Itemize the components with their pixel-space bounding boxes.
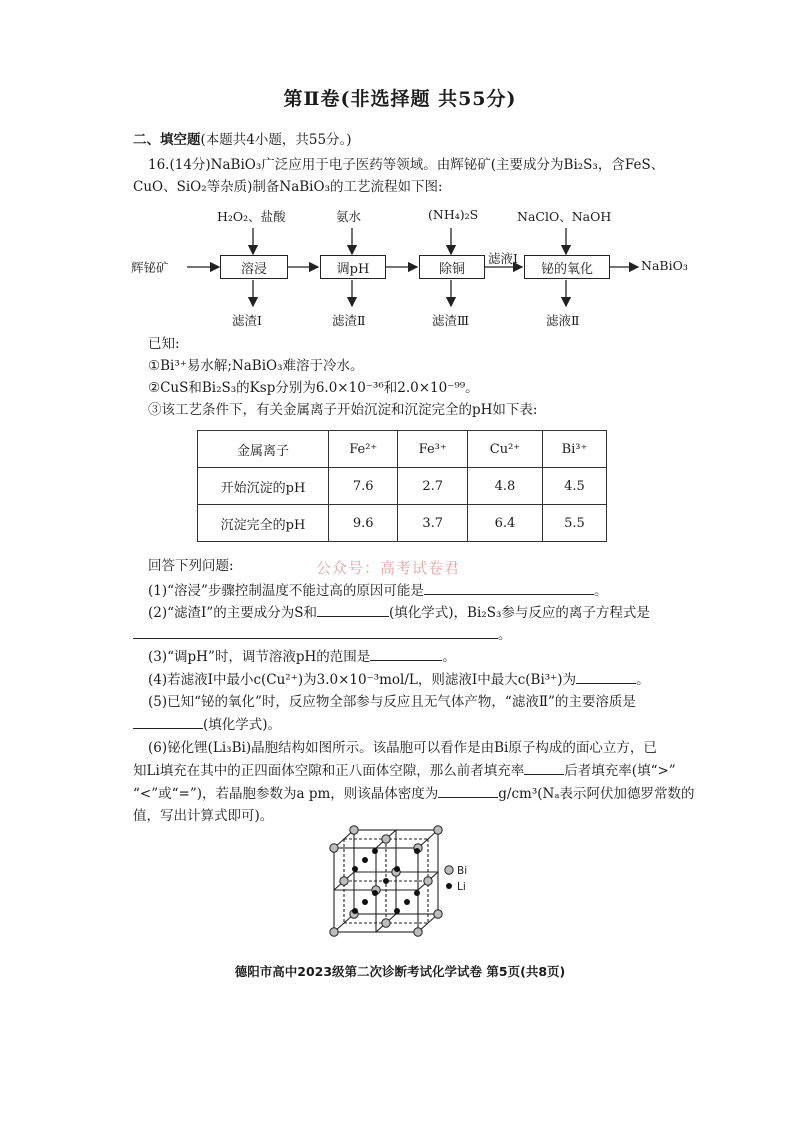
- question-5-text-b: (填化学式)。: [203, 717, 282, 733]
- table-header-cell: 金属离子: [198, 431, 329, 468]
- answer-blank[interactable]: [133, 714, 203, 729]
- question-5-line2: [133, 714, 281, 735]
- question-1: (1)“溶浸”步骤控制温度不能过高的原因可能是 。: [148, 580, 607, 601]
- bi-legend-marker: [445, 866, 453, 874]
- flow-link-label: 滤液Ⅰ: [488, 251, 518, 266]
- bi-legend-label: Bi: [457, 865, 468, 877]
- question-6-text-c: 后者填充率(填“>”: [564, 763, 676, 779]
- table-cell: 9.6: [329, 505, 398, 542]
- flow-reagent-label: (NH₄)₂S: [428, 207, 479, 222]
- answer-prompt: 回答下列问题:: [148, 558, 234, 574]
- question-2-line2: 。: [133, 624, 512, 645]
- flow-residue-label: 滤渣Ⅲ: [432, 313, 470, 328]
- li-legend-marker: [446, 883, 452, 889]
- table-header-cell: Bi³⁺: [542, 431, 606, 468]
- flow-step-box: 溶浸: [220, 255, 288, 279]
- question-6-text-b: 知Li填充在其中的正四面体空隙和正八面体空隙，那么前者填充率: [133, 763, 525, 779]
- flow-reagent-label: 氨水: [336, 209, 362, 224]
- answer-blank[interactable]: [133, 624, 498, 639]
- flow-residue-label: 滤渣Ⅰ: [232, 313, 262, 328]
- answer-blank[interactable]: [370, 646, 442, 661]
- table-cell: 开始沉淀的pH: [198, 468, 329, 505]
- page-title: 第Ⅱ卷(非选择题 共55分): [283, 88, 517, 110]
- answer-blank[interactable]: [317, 602, 389, 617]
- flow-input-label: 辉铋矿: [131, 260, 169, 275]
- q16-stem-line1: 16.(14分)NaBiO₃广泛应用于电子医药等领域。由辉铋矿(主要成分为Bi₂S₃，含FeS、: [148, 157, 665, 173]
- answer-blank[interactable]: [524, 760, 564, 775]
- section-heading-note: (本题共4小题，共55分。): [200, 132, 352, 148]
- table-cell: 4.8: [467, 468, 542, 505]
- answer-blank[interactable]: [424, 580, 594, 595]
- question-2-text-a: (2)“滤渣Ⅰ”的主要成分为S和: [148, 605, 318, 621]
- flow-residue-label: 滤液Ⅱ: [546, 313, 580, 328]
- process-flow-diagram: [0, 0, 800, 340]
- q16-stem-line2: CuO、SiO₂等杂质)制备NaBiO₃的工艺流程如下图:: [133, 179, 443, 195]
- precipitation-ph-table: [197, 430, 607, 542]
- known-item: ②CuS和Bi₂S₃的Ksp分别为6.0×10⁻³⁶和2.0×10⁻⁹⁹。: [148, 380, 479, 396]
- question-6-line2: [133, 760, 676, 781]
- watermark-text: 公众号：高考试卷君: [316, 559, 461, 577]
- answer-blank[interactable]: [576, 669, 636, 684]
- question-6-text-d: “<”或“=”)，若晶胞参数为a pm，则该晶体密度为: [133, 786, 439, 802]
- question-6-line1: (6)铋化锂(Li₃Bi)晶胞结构如图所示。该晶胞可以看作是由Bi原子构成的面心立方，已: [148, 740, 657, 756]
- flow-reagent-label: NaClO、NaOH: [517, 209, 612, 224]
- question-4-text: (4)若滤液Ⅰ中最小c(Cu²⁺)为3.0×10⁻³mol/L，则滤液Ⅰ中最大c(Bi³⁺)为: [148, 672, 577, 688]
- table-header-cell: Fe²⁺: [329, 431, 398, 468]
- table-cell: 5.5: [542, 505, 606, 542]
- page-footer: 德阳市高中2023级第二次诊断考试化学试卷 第5页(共8页): [234, 964, 566, 979]
- table-header-row: [198, 431, 607, 468]
- flow-reagent-label: H₂O₂、盐酸: [217, 209, 286, 224]
- flow-output-label: NaBiO₃: [641, 258, 688, 273]
- question-3-text: (3)“调pH”时，调节溶液pH的范围是: [148, 649, 371, 665]
- table-cell: 4.5: [542, 468, 606, 505]
- known-item: ③该工艺条件下，有关金属离子开始沉淀和沉淀完全的pH如下表:: [148, 402, 538, 418]
- flow-residue-label: 滤渣Ⅱ: [332, 313, 366, 328]
- question-2: [148, 602, 650, 623]
- answer-blank[interactable]: [438, 783, 498, 798]
- li-legend-label: Li: [457, 881, 466, 893]
- flow-arrows: [0, 0, 800, 340]
- question-2-text-b: (填化学式)，Bi₂S₃参与反应的离子方程式是: [389, 605, 650, 621]
- table-cell: 2.7: [398, 468, 467, 505]
- question-1-text: (1)“溶浸”步骤控制温度不能过高的原因可能是: [148, 583, 424, 599]
- question-6-line4: 值，写出计算式即可)。: [133, 808, 274, 824]
- question-4: (4)若滤液Ⅰ中最小c(Cu²⁺)为3.0×10⁻³mol/L，则滤液Ⅰ中最大c(Bi³⁺)为 。: [148, 669, 650, 690]
- known-label: 已知:: [148, 336, 180, 352]
- table-cell: 3.7: [398, 505, 467, 542]
- table-header-cell: Fe³⁺: [398, 431, 467, 468]
- crystal-cell-figure: [320, 820, 500, 945]
- known-item: ①Bi³⁺易水解;NaBiO₃难溶于冷水。: [148, 358, 364, 374]
- flow-step-box: 铋的氧化: [524, 255, 610, 279]
- table-cell: 沉淀完全的pH: [198, 505, 329, 542]
- question-5: (5)已知“铋的氧化”时，反应物全部参与反应且无气体产物，“滤液Ⅱ”的主要溶质是: [148, 694, 636, 710]
- question-6-text-e: g/cm³(Nₐ表示阿伏加德罗常数的: [498, 786, 695, 802]
- flow-step-box: 调pH: [320, 255, 386, 279]
- table-cell: 6.4: [467, 505, 542, 542]
- question-6-line3: [133, 783, 695, 804]
- table-row: [198, 505, 607, 542]
- question-3: (3)“调pH”时，调节溶液pH的范围是 。: [148, 646, 456, 667]
- table-header-cell: Cu²⁺: [467, 431, 542, 468]
- flow-step-box: 除铜: [419, 255, 485, 279]
- table-cell: 7.6: [329, 468, 398, 505]
- table-row: [198, 468, 607, 505]
- section-heading-label: 二、填空题: [133, 132, 201, 148]
